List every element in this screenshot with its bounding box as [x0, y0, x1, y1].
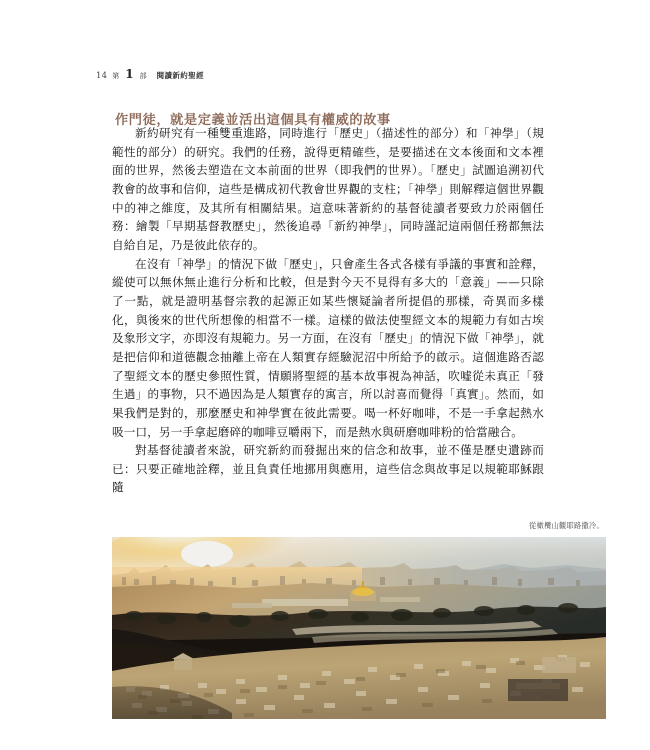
jerusalem-photo	[112, 537, 606, 719]
section-heading: 作門徒，就是定義並活出這個具有權威的故事	[115, 112, 391, 128]
body-paragraph: 對基督徒讀者來說，研究新約而發掘出來的信念和故事，並不僅是歷史遺跡而已：只要正確地詮釋，並且負責任地挪用與應用，這些信念與故事足以規範耶穌跟隨	[112, 443, 544, 495]
running-head	[96, 68, 204, 81]
jerusalem-photo-svg	[112, 537, 606, 719]
body-column	[112, 124, 544, 497]
figure	[112, 520, 606, 719]
running-head-title: 閱讀新約聖經	[156, 71, 204, 80]
body-paragraph: 新約研究有一種雙重進路，同時進行「歷史」（描述性的部分）和「神學」（規範性的部分）的研究。我們的任務，說得更精確些，是要描述在文本後面和文本裡面的世界，然後去塑造在文本前面的世界（即我們的世界）。「歷史」試圖追溯初代教會的故事和信仰，這些是構成初代教會世界觀的支柱；「神學」則解釋這個世界觀中的神之維度，及其所有相關結果。這意味著新約的基督徒讀者要致力於兩個任務：繪製「早期基督教歷史」，然後追尋「新約神學」，同時謹記這兩個任務都無法自給自足，乃是彼此依存的。	[112, 126, 544, 252]
running-head-part-prefix: 第	[112, 72, 120, 80]
figure-caption: 從橄欖山觀耶路撒冷。	[529, 521, 604, 530]
page-number: 14	[96, 71, 108, 81]
body-paragraph: 在沒有「神學」的情況下做「歷史」，只會產生各式各樣有爭議的事實和詮釋，縱使可以無休無止進行分析和比較，但是對今天不見得有多大的「意義」——只除了一點，就是證明基督宗教的起源正如某些懷疑論者所提倡的那樣，奇異而多樣化，與後來的世代所想像的相當不一樣。這樣的做法使聖經文本的規範力有如古埃及象形文字，亦即沒有規範力。另一方面，在沒有「歷史」的情況下做「神學」，就是把信仰和道德觀念抽離上帝在人類實存經驗泥沼中所給予的啟示。這個進路否認了聖經文本的歷史參照性質，情願將聖經的基本故事視為神話，吹嘘從未真正「發生過」的事物，只不過因為是人類實存的寓言，所以討喜而覺得「真實」。然而，如果我們是對的，那麼歷史和神學實在彼此需要。喝一杯好咖啡，不是一手拿起熱水吸一口，另一手拿起磨碎的咖啡豆嚼兩下，而是熱水與研磨咖啡粉的恰當融合。	[112, 256, 544, 439]
running-head-part-suffix: 部	[139, 72, 147, 80]
running-head-part-number: 1	[125, 67, 134, 81]
